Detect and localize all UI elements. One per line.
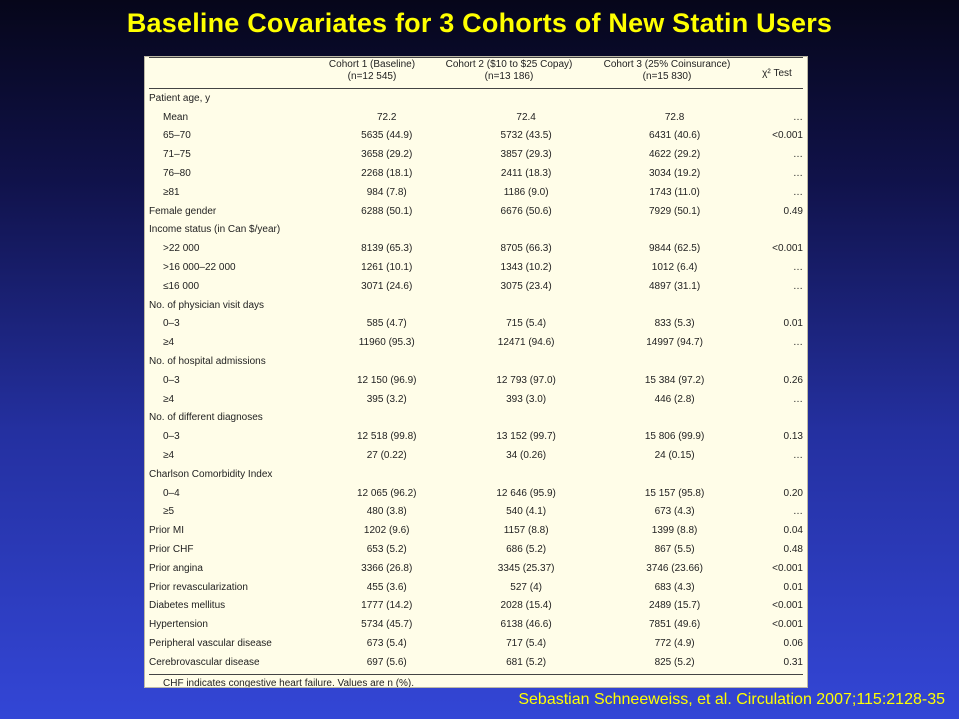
row-label: Mean bbox=[163, 111, 189, 123]
cohort-3-value: 15 384 (97.2) bbox=[644, 374, 705, 386]
row-label: No. of hospital admissions bbox=[149, 356, 266, 368]
chi-square-value: … bbox=[793, 111, 803, 123]
cohort-2-value: 717 (5.4) bbox=[506, 638, 547, 649]
cohort-3-value: 4622 (29.2) bbox=[649, 149, 701, 161]
header-chi-square-test: χ² Test bbox=[762, 68, 792, 79]
cohort-3-value: 833 (5.3) bbox=[654, 318, 695, 330]
table-row bbox=[149, 484, 803, 503]
chi-square-value: 0.06 bbox=[783, 638, 803, 649]
cohort-1-value bbox=[324, 465, 450, 484]
cohort-2-value bbox=[450, 89, 602, 108]
cohort-3-value bbox=[602, 352, 746, 371]
chi-square-value: 0.26 bbox=[783, 374, 803, 386]
table-row bbox=[149, 521, 803, 540]
cohort-3-value bbox=[602, 89, 746, 108]
cohort-3-value: 14997 (94.7) bbox=[646, 337, 703, 349]
cohort-1-value: 12 518 (99.8) bbox=[356, 431, 417, 443]
cohort-2-value: 6138 (46.6) bbox=[500, 619, 552, 631]
chi-square-value: 0.31 bbox=[783, 656, 803, 668]
cohort-2-value: 715 (5.4) bbox=[506, 318, 547, 330]
cohort-3-value bbox=[602, 221, 746, 240]
cohort-1-value: 72.2 bbox=[376, 111, 397, 123]
table-row bbox=[149, 277, 803, 296]
chi-square-value: … bbox=[793, 393, 803, 405]
cohort-1-value: 697 (5.6) bbox=[366, 656, 407, 668]
row-label: Charlson Comorbidity Index bbox=[149, 468, 273, 480]
citation: Sebastian Schneeweiss, et al. Circulation 2007;115:2128-35 bbox=[518, 691, 945, 708]
table-row bbox=[149, 127, 803, 146]
cohort-3-value bbox=[602, 409, 746, 428]
row-label: Patient age, y bbox=[149, 92, 211, 104]
chi-square-value: … bbox=[793, 450, 803, 462]
cohort-2-value: 3075 (23.4) bbox=[500, 280, 552, 292]
cohort-2-value: 6676 (50.6) bbox=[500, 205, 552, 217]
cohort-1-value: 11960 (95.3) bbox=[358, 337, 415, 349]
cohort-1-value: 585 (4.7) bbox=[366, 318, 407, 330]
cohort-2-value bbox=[450, 221, 602, 240]
header-cohort-3-line2: (n=15 830) bbox=[642, 71, 692, 82]
cohort-1-value: 984 (7.8) bbox=[366, 186, 407, 198]
row-label: Diabetes mellitus bbox=[149, 600, 226, 612]
cohort-3-value: 15 806 (99.9) bbox=[644, 431, 705, 443]
header-cohort-2-line2: (n=13 186) bbox=[484, 71, 534, 82]
table-footnote: CHF indicates congestive heart failure. Values are n (%). bbox=[149, 674, 803, 688]
header-cohort-3-line1: Cohort 3 (25% Coinsurance) bbox=[603, 59, 731, 70]
table-row bbox=[149, 352, 803, 371]
table-row bbox=[149, 108, 803, 127]
cohort-1-value: 12 150 (96.9) bbox=[356, 374, 417, 386]
cohort-1-value: 2268 (18.1) bbox=[361, 168, 413, 180]
table-row bbox=[149, 164, 803, 183]
chi-square-value: … bbox=[793, 337, 803, 349]
table-row bbox=[149, 371, 803, 390]
cohort-2-value: 8705 (66.3) bbox=[500, 243, 552, 255]
chi-square-value: … bbox=[793, 280, 803, 292]
cohort-2-value: 13 152 (99.7) bbox=[496, 431, 556, 443]
cohort-3-value: 4897 (31.1) bbox=[649, 280, 701, 292]
chi-square-value: 0.01 bbox=[783, 318, 803, 330]
table-row bbox=[149, 446, 803, 465]
cohort-2-value bbox=[450, 296, 602, 315]
cohort-1-value: 27 (0.22) bbox=[366, 450, 407, 462]
chi-square-value: … bbox=[793, 186, 803, 198]
row-label: Income status (in Can $/year) bbox=[149, 224, 281, 236]
covariates-table bbox=[149, 57, 803, 688]
row-label: No. of physician visit days bbox=[149, 299, 265, 311]
row-label: Prior revascularization bbox=[149, 581, 248, 593]
cohort-3-value: 683 (4.3) bbox=[654, 581, 695, 593]
table-row bbox=[149, 333, 803, 352]
table-row bbox=[149, 89, 803, 108]
table-row bbox=[149, 315, 803, 334]
row-label: 71–75 bbox=[163, 149, 191, 161]
cohort-1-value bbox=[324, 221, 450, 240]
cohort-1-value: 395 (3.2) bbox=[366, 393, 407, 405]
row-label: ≥4 bbox=[163, 337, 175, 349]
row-label: 0–3 bbox=[163, 431, 180, 443]
cohort-1-value: 3071 (24.6) bbox=[361, 280, 413, 292]
header-cohort-3 bbox=[595, 59, 739, 83]
cohort-1-value: 5734 (45.7) bbox=[361, 619, 413, 631]
chi-square-value bbox=[747, 89, 803, 108]
table-row bbox=[149, 540, 803, 559]
chi-square-value: 0.48 bbox=[783, 544, 803, 556]
row-label: Cerebrovascular disease bbox=[149, 656, 260, 668]
chi-square-value: 0.49 bbox=[783, 205, 803, 217]
cohort-2-value: 527 (4) bbox=[510, 581, 542, 593]
chi-square-value: <0.001 bbox=[772, 600, 803, 612]
table-body bbox=[149, 89, 803, 672]
cohort-2-value: 540 (4.1) bbox=[506, 506, 547, 518]
chi-square-value bbox=[747, 352, 803, 371]
row-label: 0–3 bbox=[163, 374, 180, 386]
cohort-1-value bbox=[324, 296, 450, 315]
cohort-1-value bbox=[324, 352, 450, 371]
row-label: ≥4 bbox=[163, 393, 175, 405]
cohort-1-value: 12 065 (96.2) bbox=[356, 487, 417, 499]
cohort-3-value: 24 (0.15) bbox=[654, 450, 695, 462]
chi-square-value: … bbox=[793, 149, 803, 161]
table-row bbox=[149, 653, 803, 672]
chi-square-value bbox=[747, 221, 803, 240]
cohort-2-value: 3857 (29.3) bbox=[500, 149, 552, 161]
chi-square-value: … bbox=[793, 506, 803, 518]
cohort-1-value: 3658 (29.2) bbox=[361, 149, 413, 161]
row-label: Prior angina bbox=[149, 562, 203, 574]
table-row bbox=[149, 258, 803, 277]
chi-square-value: 0.01 bbox=[783, 581, 803, 593]
table-row bbox=[149, 409, 803, 428]
cohort-1-value: 8139 (65.3) bbox=[361, 243, 413, 255]
header-cohort-1-line2: (n=12 545) bbox=[347, 71, 397, 82]
row-label: No. of different diagnoses bbox=[149, 412, 263, 424]
cohort-3-value: 15 157 (95.8) bbox=[644, 487, 705, 499]
cohort-1-value: 1777 (14.2) bbox=[361, 600, 413, 612]
cohort-2-value: 12 793 (97.0) bbox=[496, 374, 556, 386]
chi-square-value bbox=[747, 465, 803, 484]
table-row bbox=[149, 578, 803, 597]
table-row bbox=[149, 202, 803, 221]
cohort-2-value: 1343 (10.2) bbox=[500, 262, 552, 274]
row-label: >16 000–22 000 bbox=[163, 262, 236, 274]
header-cohort-2-line1: Cohort 2 ($10 to $25 Copay) bbox=[445, 59, 573, 70]
cohort-2-value: 1186 (9.0) bbox=[503, 186, 549, 198]
cohort-1-value: 455 (3.6) bbox=[366, 581, 407, 593]
table-row bbox=[149, 427, 803, 446]
cohort-3-value: 3746 (23.66) bbox=[646, 562, 703, 574]
cohort-1-value: 480 (3.8) bbox=[366, 506, 407, 518]
cohort-3-value: 772 (4.9) bbox=[654, 638, 695, 649]
cohort-3-value: 825 (5.2) bbox=[654, 656, 695, 668]
row-label: ≤16 000 bbox=[163, 280, 200, 292]
cohort-1-value bbox=[324, 89, 450, 108]
table-row bbox=[149, 145, 803, 164]
table-row bbox=[149, 503, 803, 522]
row-label: Prior MI bbox=[149, 525, 184, 537]
chi-square-value: 0.13 bbox=[783, 431, 803, 443]
chi-square-value: <0.001 bbox=[772, 619, 803, 631]
cohort-3-value: 72.8 bbox=[664, 111, 685, 123]
cohort-3-value: 6431 (40.6) bbox=[649, 130, 701, 142]
row-label: 0–4 bbox=[163, 487, 180, 499]
cohort-3-value: 446 (2.8) bbox=[654, 393, 695, 405]
chi-square-value bbox=[747, 409, 803, 428]
cohort-1-value: 6288 (50.1) bbox=[361, 205, 413, 217]
cohort-2-value: 12471 (94.6) bbox=[497, 337, 555, 349]
slide-title: Baseline Covariates for 3 Cohorts of New Statin Users bbox=[126, 8, 833, 38]
row-label: >22 000 bbox=[163, 243, 200, 255]
chi-square-value: … bbox=[793, 168, 803, 180]
cohort-1-value bbox=[324, 409, 450, 428]
table-row bbox=[149, 221, 803, 240]
chi-square-value: <0.001 bbox=[772, 562, 803, 574]
row-label: Prior CHF bbox=[149, 544, 194, 556]
cohort-2-value: 12 646 (95.9) bbox=[496, 487, 556, 499]
header-cohort-1 bbox=[309, 59, 435, 83]
cohort-2-value: 5732 (43.5) bbox=[500, 130, 552, 142]
table-row bbox=[149, 239, 803, 258]
chi-square-value: <0.001 bbox=[772, 130, 803, 142]
cohort-1-value: 5635 (44.9) bbox=[361, 130, 413, 142]
table-row bbox=[149, 597, 803, 616]
cohort-2-value: 2028 (15.4) bbox=[500, 600, 552, 612]
table-row bbox=[149, 390, 803, 409]
chi-square-value: … bbox=[793, 262, 803, 274]
cohort-3-value: 3034 (19.2) bbox=[649, 168, 701, 180]
cohort-3-value bbox=[602, 296, 746, 315]
header-cohort-1-line1: Cohort 1 (Baseline) bbox=[328, 59, 416, 70]
table-row bbox=[149, 296, 803, 315]
table-row bbox=[149, 183, 803, 202]
cohort-1-value: 1261 (10.1) bbox=[361, 262, 413, 274]
row-label: ≥81 bbox=[163, 186, 180, 198]
table-row bbox=[149, 559, 803, 578]
cohort-2-value: 1157 (8.8) bbox=[503, 525, 549, 537]
table-row bbox=[149, 465, 803, 484]
cohort-3-value: 7851 (49.6) bbox=[649, 619, 701, 631]
table-header bbox=[149, 57, 803, 89]
cohort-1-value: 1202 (9.6) bbox=[363, 525, 410, 537]
cohort-3-value: 7929 (50.1) bbox=[649, 205, 701, 217]
row-label: ≥5 bbox=[163, 506, 175, 518]
row-label: Hypertension bbox=[149, 619, 208, 631]
table-row bbox=[149, 634, 803, 653]
table-panel bbox=[144, 56, 808, 688]
cohort-1-value: 673 (5.4) bbox=[366, 638, 407, 649]
cohort-3-value: 9844 (62.5) bbox=[649, 243, 701, 255]
row-label: 0–3 bbox=[163, 318, 180, 330]
cohort-3-value: 2489 (15.7) bbox=[649, 600, 701, 612]
cohort-2-value: 3345 (25.37) bbox=[497, 562, 555, 574]
header-cohort-2 bbox=[433, 59, 585, 83]
cohort-1-value: 653 (5.2) bbox=[366, 544, 407, 556]
cohort-1-value: 3366 (26.8) bbox=[361, 562, 413, 574]
cohort-2-value bbox=[450, 465, 602, 484]
cohort-2-value bbox=[450, 409, 602, 428]
chi-square-value: <0.001 bbox=[772, 243, 803, 255]
cohort-3-value: 867 (5.5) bbox=[654, 544, 695, 556]
cohort-2-value: 2411 (18.3) bbox=[500, 168, 552, 180]
row-label: ≥4 bbox=[163, 450, 175, 462]
cohort-2-value: 34 (0.26) bbox=[506, 450, 547, 462]
cohort-3-value: 1012 (6.4) bbox=[651, 262, 698, 274]
table-row bbox=[149, 615, 803, 634]
cohort-3-value: 673 (4.3) bbox=[654, 506, 695, 518]
chi-square-value: 0.20 bbox=[783, 487, 803, 499]
row-label: Peripheral vascular disease bbox=[149, 638, 272, 649]
cohort-2-value: 681 (5.2) bbox=[506, 656, 547, 668]
cohort-2-value bbox=[450, 352, 602, 371]
chi-square-value: 0.04 bbox=[783, 525, 803, 537]
row-label: 65–70 bbox=[163, 130, 191, 142]
cohort-3-value: 1399 (8.8) bbox=[651, 525, 698, 537]
row-label: Female gender bbox=[149, 205, 217, 217]
cohort-2-value: 686 (5.2) bbox=[506, 544, 547, 556]
row-label: 76–80 bbox=[163, 168, 191, 180]
cohort-3-value bbox=[602, 465, 746, 484]
cohort-3-value: 1743 (11.0) bbox=[649, 186, 700, 198]
cohort-2-value: 72.4 bbox=[516, 111, 536, 123]
cohort-2-value: 393 (3.0) bbox=[506, 393, 547, 405]
chi-square-value bbox=[747, 296, 803, 315]
